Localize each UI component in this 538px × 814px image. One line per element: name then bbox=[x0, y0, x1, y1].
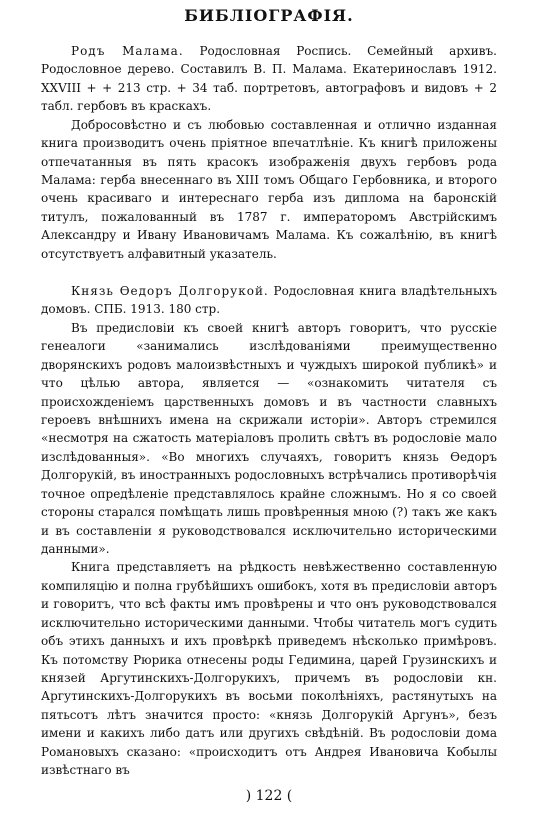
entry-malama-citation bbox=[41, 42, 497, 116]
page-body bbox=[41, 42, 497, 779]
entry-malama-heading: Родъ Малама. bbox=[71, 44, 184, 58]
entry-dolgorukoy-review-1: Въ предисловіи къ своей книгѣ авторъ говоритъ, что русскіе генеалоги «занимались изслѣдованіями преимущественно дворянскихъ родовъ малоизвѣстныхъ и чуждыхъ широкой публикѣ» и что цѣлью автора, является — «ознакомить читателя съ происхожденіемъ царственныхъ домовъ и въ частности славныхъ героевъ внѣшнихъ имена на скрижали исторіи». Авторъ стремился «несмотря на сжатость матеріаловъ пролить свѣтъ въ родословіе мало изслѣдованныя». «Во многихъ случаяхъ, говоритъ князь Ѳедоръ Долгорукій, въ иностранныхъ родословныхъ встрѣчались противорѣчія точное опредѣленіе представлялось крайне сложнымъ. Но я со своей стороны старался помѣщать лишь провѣренныя мною (?) такъ же какъ и въ составленіи я руководствовался исключительно историческими данными». bbox=[41, 320, 497, 556]
page-title: БИБЛІОГРАФІЯ. bbox=[184, 6, 354, 25]
page-number: ) 122 ( bbox=[245, 788, 293, 804]
entry-separator bbox=[41, 263, 497, 282]
entry-malama-review: Добросовѣстно и съ любовью составленная и отлично изданная книга производитъ очень пріятное впечатлѣніе. Къ книгѣ приложены отпечатанныя въ пять красокъ изображенія двухъ гербовъ рода Малама: герба внесеннаго въ XIII томъ Общаго Гербовника, и второго очень красиваго и интереснаго герба изъ диплома на баронскій титулъ, пожалованный въ 1787 г. императоромъ Австрійскимъ Александру и Ивану Ивановичамъ Малама. Къ сожалѣнію, въ книгѣ отсутствуетъ алфавитный указатель. bbox=[41, 117, 497, 261]
entry-malama-citation-text: Родословная Роспись. Семейный архивъ. Родословное дерево. Составилъ В. П. Малама. Екатеринославъ 1912. XXVIII + + 213 стр. + 34 таб. портретовъ, автографовъ и видовъ + 2 табл. гербовъ въ краскахъ. bbox=[41, 44, 497, 114]
entry-dolgorukoy-heading: Князь Ѳедоръ Долгорукой. bbox=[71, 284, 269, 299]
entry-dolgorukoy-citation-text: Родословная книга владѣтельныхъ домовъ. СПБ. 1913. 180 стр. bbox=[41, 284, 498, 317]
entry-dolgorukoy-citation bbox=[41, 282, 497, 319]
entry-dolgorukoy-review-2: Книга представляетъ на рѣдкость невѣжественно составленную компиляцію и полна грубѣйшихъ ошибокъ, хотя въ предисловіи авторъ и говоритъ, что всѣ факты имъ провѣрены и что онъ руководствовался исключительно историческими данными. Чтобы читатель могъ судить объ этихъ данныхъ и ихъ провѣркѣ приведемъ нѣсколько примѣровъ. Къ потомству Рюрика отнесены роды Гедимина, царей Грузинскихъ и князей Аргутинскихъ-Долгорукихъ, причемъ въ родословіи кн. Аргутинскихъ-Долгорукихъ въ восьми поколѣніяхъ, растянутыхъ на пятьсотъ лѣтъ значится просто: «князь Долгорукій Аргунъ», безъ имени и какихъ либо датъ или другихъ свѣдѣній. Въ родословіи дома Романовыхъ сказано: «происходитъ отъ Андрея Ивановича Кобылы извѣстнаго въ bbox=[41, 560, 497, 778]
